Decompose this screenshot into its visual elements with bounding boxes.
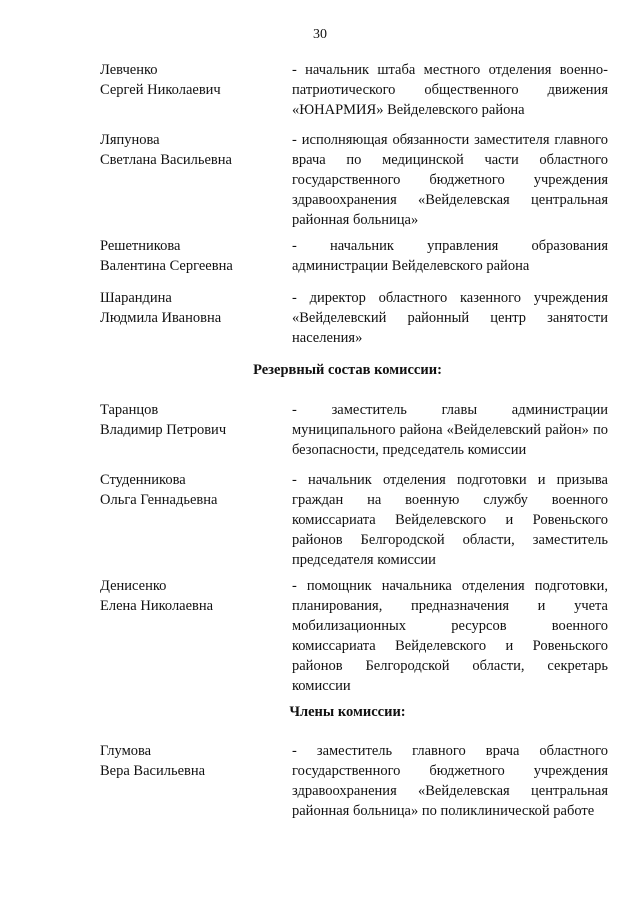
person-surname: Глумова	[100, 743, 152, 759]
person-given-names: Светлана Васильевна	[100, 152, 232, 168]
person-given-names: Владимир Петрович	[100, 422, 227, 438]
person-name	[100, 400, 280, 440]
person-surname: Шарандина	[100, 290, 172, 306]
person-role: - начальник отделения подготовки и призыва граждан на военную службу военного комиссариата Вейделевского и Ровеньского районов Белгородской области, заместитель председателя комиссии	[292, 472, 608, 568]
person-role: - начальник штаба местного отделения военно-патриотического общественного движения «ЮНАРМИЯ» Вейделевского района	[292, 62, 608, 118]
person-role: - директор областного казенного учреждения «Вейделевский районный центр занятости населения»	[292, 290, 608, 346]
person-role: - помощник начальника отделения подготовки, планирования, предназначения и учета мобилизационных ресурсов военного комиссариата Вейделевского и Ровеньского районов Белгородской области, секретарь комиссии	[292, 578, 608, 694]
person-surname: Ляпунова	[100, 132, 160, 148]
person-given-names: Елена Николаевна	[100, 598, 214, 614]
members-section-heading: Члены комиссии:	[289, 704, 406, 720]
person-given-names: Вера Васильевна	[100, 763, 206, 779]
person-role: - заместитель главного врача областного государственного бюджетного учреждения здравоохранения «Вейделевская центральная районная больница» по поликлинической работе	[292, 743, 608, 819]
person-given-names: Валентина Сергеевна	[100, 258, 233, 274]
person-name	[100, 60, 280, 100]
person-name	[100, 741, 280, 781]
person-given-names: Сергей Николаевич	[100, 82, 221, 98]
person-surname: Таранцов	[100, 402, 159, 418]
person-role: - начальник управления образования администрации Вейделевского района	[292, 238, 608, 274]
person-role: - заместитель главы администрации муниципального района «Вейделевский район» по безопасности, председатель комиссии	[292, 402, 608, 458]
person-name	[100, 576, 280, 616]
reserve-section-heading: Резервный состав комиссии:	[253, 362, 442, 378]
person-given-names: Ольга Геннадьевна	[100, 492, 218, 508]
page-number: 30	[313, 27, 327, 42]
person-name	[100, 236, 280, 276]
person-surname: Левченко	[100, 62, 158, 78]
person-given-names: Людмила Ивановна	[100, 310, 222, 326]
person-surname: Денисенко	[100, 578, 167, 594]
person-surname: Студенникова	[100, 472, 186, 488]
person-name	[100, 470, 280, 510]
person-surname: Решетникова	[100, 238, 181, 254]
person-name	[100, 288, 280, 328]
person-role: - исполняющая обязанности заместителя главного врача по медицинской части областного государственного бюджетного учреждения здравоохранения «Вейделевская центральная районная больница»	[292, 132, 608, 228]
person-name	[100, 130, 280, 170]
